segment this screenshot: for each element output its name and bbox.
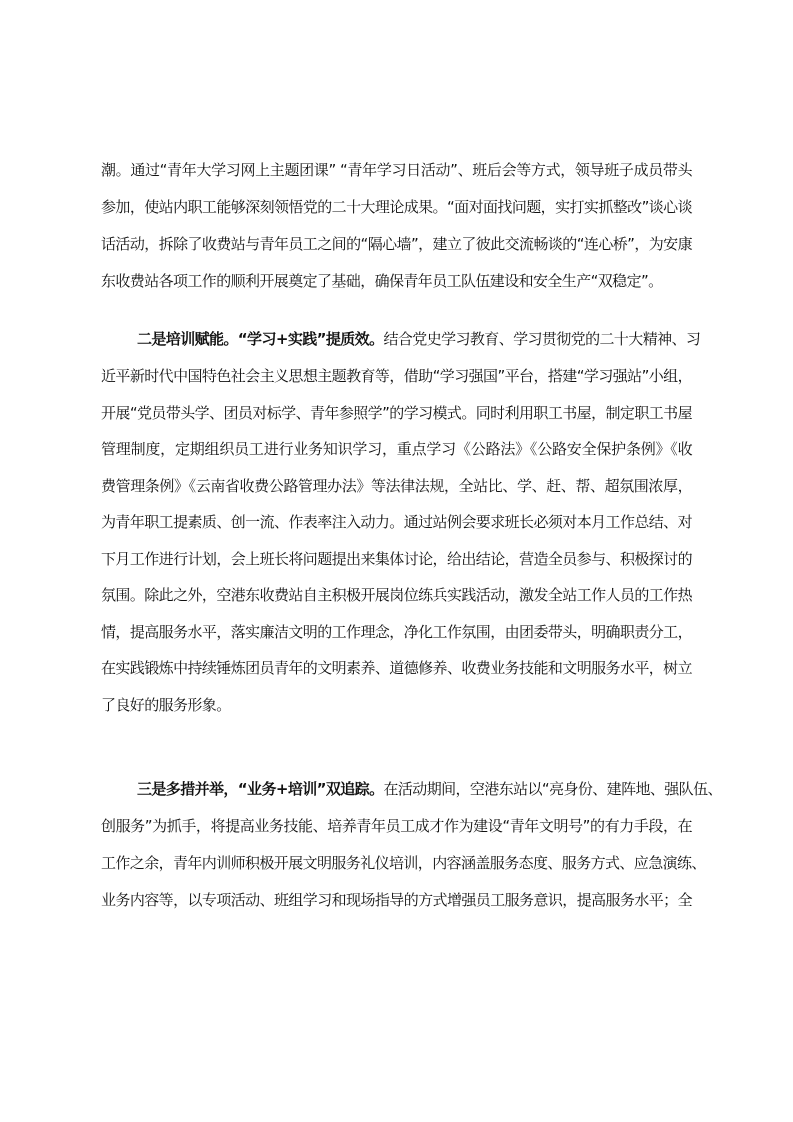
text-line: 氛围。除此之外，空港东收费站自主积极开展岗位练兵实践活动，激发全站工作人员的工作热 [101, 586, 692, 604]
paragraph-first-line [137, 329, 701, 349]
text-line: 了良好的服务形象。 [101, 696, 231, 714]
text-line: 潮。通过“青年大学习网上主题团课” “青年学习日活动”、班后会等方式，领导班子成员带头 [101, 161, 692, 179]
text-line: 话活动，拆除了收费站与青年员工之间的“隔心墙”，建立了彼此交流畅谈的“连心桥”，为安康 [101, 235, 692, 253]
text-line: 管理制度，定期组织员工进行业务知识学习，重点学习《公路法》《公路安全保护条例》《收 [101, 440, 692, 458]
text-line: 在实践锻炼中持续锤炼团员青年的文明素养、道德修养、收费业务技能和文明服务水平，树立 [101, 659, 692, 677]
text-line: 情，提高服务水平，落实廉洁文明的工作理念，净化工作氛围，由团委带头，明确职责分工， [101, 623, 692, 641]
text-line: 东收费站各项工作的顺利开展奠定了基础，确保青年员工队伍建设和安全生产“双稳定”。 [101, 272, 663, 290]
text-line: 业务内容等，以专项活动、班组学习和现场指导的方式增强员工服务意识，提高服务水平；全 [101, 891, 692, 909]
text-line: 开展“党员带头学、团员对标学、青年参照学”的学习模式。同时利用职工书屋，制定职工书屋 [101, 404, 692, 422]
text-line: 参加，使站内职工能够深刻领悟党的二十大理论成果。“面对面找问题，实打实抓整改”谈心谈 [101, 198, 692, 216]
text-span: 结合党史学习教育、学习贯彻党的二十大精神、习 [383, 330, 701, 348]
text-line: 下月工作进行计划，会上班长将问题提出来集体讨论，给出结论，营造全员参与、积极探讨的 [101, 550, 692, 568]
text-line: 为青年职工提素质、创一流、作表率注入动力。通过站例会要求班长必须对本月工作总结、对 [101, 513, 692, 531]
text-line: 创服务”为抓手，将提高业务技能、培养青年员工成才作为建设“青年文明号”的有力手段，在 [101, 817, 692, 835]
paragraph-first-line [137, 779, 722, 799]
text-line: 近平新时代中国特色社会主义思想主题教育等，借助“学习强国”平台，搭建“学习强站”小组， [101, 367, 692, 385]
paragraph-heading: 二是培训赋能。“学习+实践”提质效。 [137, 330, 384, 348]
paragraph-heading: 三是多措并举，“业务+培训”双追踪。 [137, 780, 384, 798]
text-line: 费管理条例》《云南省收费公路管理办法》等法律法规，全站比、学、赶、帮、超氛围浓厚， [101, 477, 692, 495]
text-line: 工作之余，青年内训师积极开展文明服务礼仪培训，内容涵盖服务态度、服务方式、应急演练、 [101, 854, 706, 872]
text-span: 在活动期间，空港东站以“亮身份、建阵地、强队伍、 [383, 780, 722, 798]
